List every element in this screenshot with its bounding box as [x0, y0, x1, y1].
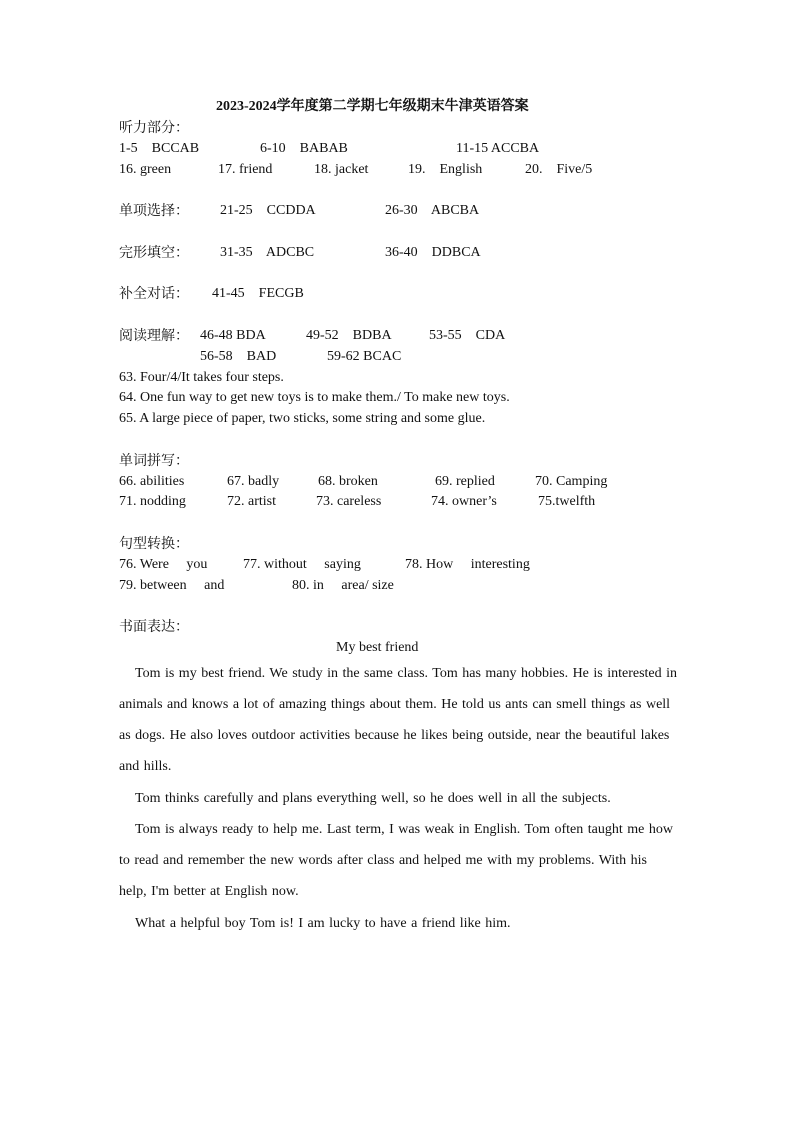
transform-heading: 句型转换： — [119, 536, 189, 552]
answer-item: 77. without saying — [243, 557, 361, 572]
answer-item: 68. broken — [318, 474, 378, 489]
answer-item: 6-10 BABAB — [260, 141, 348, 156]
answer-item: 49-52 BDBA — [306, 328, 392, 343]
answer-item: 20. Five/5 — [525, 162, 593, 177]
answer-item: 17. friend — [218, 162, 273, 177]
answer-item: 31-35 ADCBC — [220, 245, 315, 260]
dialogue-heading: 补全对话： — [119, 286, 189, 302]
essay-paragraph: Tom thinks carefully and plans everything well, so he does well in all the subjects. — [135, 791, 611, 806]
answer-item: 66. abilities — [119, 474, 185, 489]
essay-paragraph: Tom is always ready to help me. Last term, I was weak in English. Tom often taught me how to read and remember the new words after class and helped me with my problems. With his help, I'm better at English now. — [119, 822, 673, 899]
essay-paragraph: Tom is my best friend. We study in the same class. Tom has many hobbies. He is interested in animals and knows a lot of amazing things about them. He told us ants can smell things as well as dogs. He also loves outdoor activities because he likes being outside, near the beautiful lakes and hills. — [119, 666, 678, 774]
answer-item: 53-55 CDA — [429, 328, 506, 343]
answer-item: 72. artist — [227, 494, 276, 509]
answer-item: 67. badly — [227, 474, 280, 489]
answer-item: 80. in area/ size — [292, 578, 394, 593]
answer-item: 11-15 ACCBA — [456, 141, 540, 156]
answer-item: 78. How interesting — [405, 557, 530, 572]
answer-item: 73. careless — [316, 494, 382, 509]
answer-item: 41-45 FECGB — [212, 286, 304, 301]
single-choice-heading: 单项选择： — [119, 203, 189, 219]
answer-item: 21-25 CCDDA — [220, 203, 316, 218]
answer-line: 64. One fun way to get new toys is to make them./ To make new toys. — [119, 390, 510, 405]
writing-heading: 书面表达： — [119, 619, 189, 635]
answer-item: 69. replied — [435, 474, 495, 489]
answer-item: 70. Camping — [535, 474, 608, 489]
answer-item: 46-48 BDA — [200, 328, 266, 343]
answer-item: 56-58 BAD — [200, 349, 277, 364]
answer-item: 16. green — [119, 162, 172, 177]
essay-title: My best friend — [336, 640, 419, 655]
listening-heading: 听力部分： — [119, 120, 189, 136]
answer-item: 79. between and — [119, 578, 225, 593]
answer-item: 76. Were you — [119, 557, 208, 572]
essay-paragraph: What a helpful boy Tom is! I am lucky to have a friend like him. — [135, 916, 511, 931]
answer-item: 71. nodding — [119, 494, 186, 509]
reading-heading: 阅读理解： — [119, 328, 189, 344]
answer-line: 65. A large piece of paper, two sticks, some string and some glue. — [119, 411, 486, 426]
answer-item: 59-62 BCAC — [327, 349, 402, 364]
cloze-heading: 完形填空： — [119, 245, 189, 261]
answer-item: 18. jacket — [314, 162, 369, 177]
answer-item: 36-40 DDBCA — [385, 245, 481, 260]
document-title: 2023-2024学年度第二学期七年级期末牛津英语答案 — [216, 99, 529, 114]
answer-line: 63. Four/4/It takes four steps. — [119, 370, 284, 385]
spelling-heading: 单词拼写： — [119, 453, 189, 469]
answer-item: 1-5 BCCAB — [119, 141, 200, 156]
answer-item: 75.twelfth — [538, 494, 596, 509]
answer-item: 74. owner’s — [431, 494, 497, 509]
answer-item: 26-30 ABCBA — [385, 203, 480, 218]
answer-item: 19. English — [408, 162, 483, 177]
